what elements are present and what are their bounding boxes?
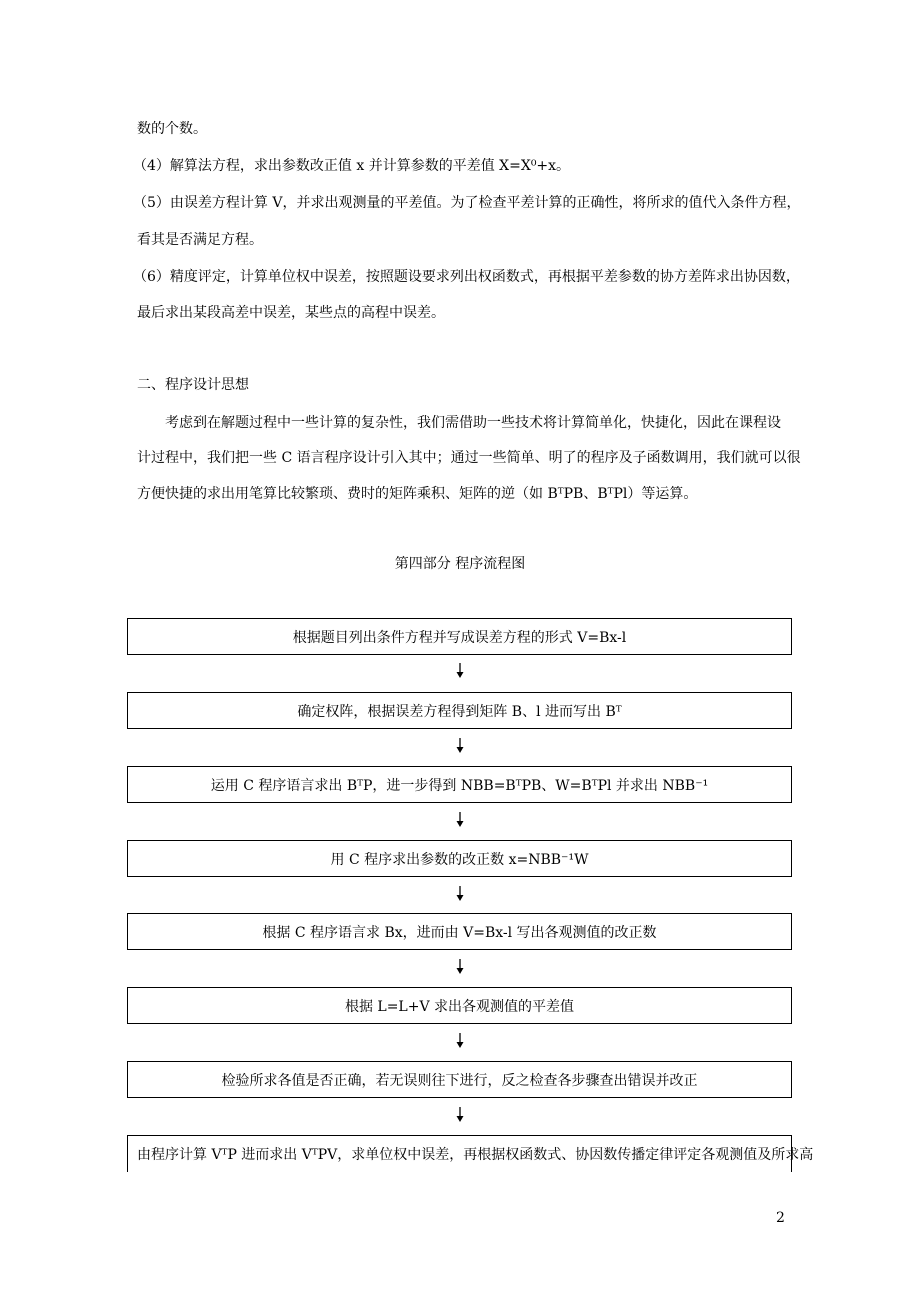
arrow-down-icon [454,812,466,828]
arrow-down-icon [454,1033,466,1049]
flowchart-step-8: 由程序计算 VᵀP 进而求出 VᵀPV，求单位权中误差，再根据权函数式、协因数传播定律评定各观测值及所求高 [127,1135,792,1172]
section-body-line3: 方便快捷的求出用笔算比较繁琐、费时的矩阵乘积、矩阵的逆（如 BᵀPB、BᵀPl）等运算。 [137,486,698,502]
arrow-down-icon [454,1107,466,1123]
flowchart-step-4: 用 C 程序求出参数的改正数 x=NBB⁻¹W [127,840,792,877]
step-5-paragraph-line1: （5）由误差方程计算 V，并求出观测量的平差值。为了检查平差计算的正确性，将所求的值代入条件方程， [133,195,801,211]
section-body-line1: 考虑到在解题过程中一些计算的复杂性，我们需借助一些技术将计算简单化，快捷化，因此在课程设 [165,415,781,431]
flowchart-step-6: 根据 L=L+V 求出各观测值的平差值 [127,987,792,1024]
step-6-paragraph-line1: （6）精度评定，计算单位权中误差，按照题设要求列出权函数式，再根据平差参数的协方差阵求出协因数， [133,269,800,285]
page-number: 2 [776,1210,785,1226]
flowchart-step-3: 运用 C 程序语言求出 BᵀP，进一步得到 NBB=BᵀPB、W=BᵀPl 并求出 NBB⁻¹ [127,766,792,803]
arrow-down-icon [454,663,466,679]
paragraph-continuation: 数的个数。 [137,121,207,137]
step-5-paragraph-line2: 看其是否满足方程。 [137,232,263,248]
step-4-paragraph: （4）解算法方程，求出参数改正值 x 并计算参数的平差值 X=X⁰+x。 [133,158,571,174]
arrow-down-icon [454,886,466,902]
flowchart-step-7: 检验所求各值是否正确，若无误则往下进行，反之检查各步骤查出错误并改正 [127,1061,792,1098]
arrow-down-icon [454,738,466,754]
step-6-paragraph-line2: 最后求出某段高差中误差，某些点的高程中误差。 [137,305,445,321]
arrow-down-icon [454,959,466,975]
flowchart-step-1: 根据题目列出条件方程并写成误差方程的形式 V=Bx-l [127,618,792,655]
flowchart-step-2: 确定权阵，根据误差方程得到矩阵 B、l 进而写出 Bᵀ [127,692,792,729]
part-title: 第四部分 程序流程图 [394,556,526,572]
flowchart-step-5: 根据 C 程序语言求 Bx，进而由 V=Bx-l 写出各观测值的改正数 [127,913,792,950]
section-heading: 二、程序设计思想 [137,377,249,393]
section-body-line2: 计过程中，我们把一些 C 语言程序设计引入其中；通过一些简单、明了的程序及子函数调用，我们就可以很 [137,450,801,466]
